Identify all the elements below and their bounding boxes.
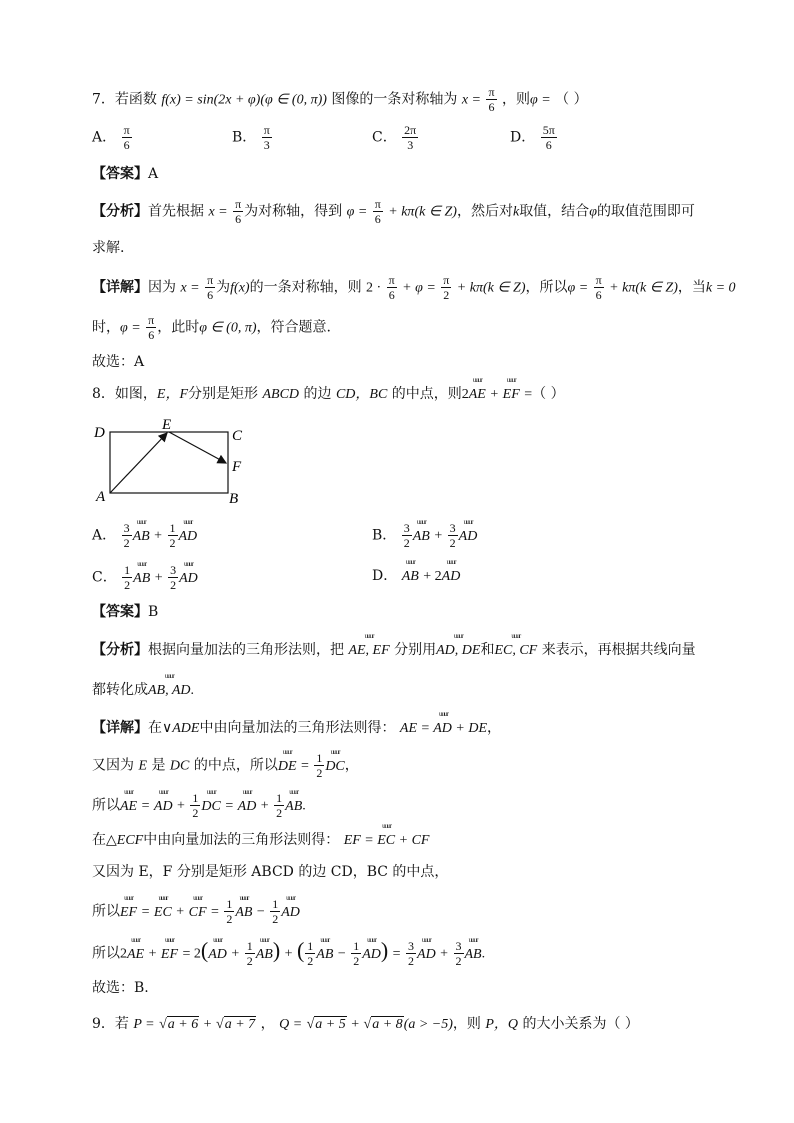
label-b: B bbox=[229, 491, 239, 507]
q7-analysis-line2: 求解. bbox=[92, 240, 125, 256]
q8-detail-line2: 又因为 E 是 DC 的中点，所以uuur DE = $\frac{1}{2}$ uuur DC， bbox=[92, 752, 359, 779]
q7-answer: 【答案】A bbox=[92, 166, 159, 182]
q8-stem: 8．如图，E，F分别是矩形 ABCD 的边 CD，BC 的中点，则2uuur AE + uuur EF =（ ） bbox=[92, 384, 565, 405]
vector-ae-arrow bbox=[110, 433, 167, 493]
q8-answer: 【答案】B bbox=[92, 604, 159, 620]
label-e: E bbox=[162, 417, 172, 433]
q7-analysis-line1: 【分析】首先根据 x = $\frac{\pi}{6}$ 为对称轴，得到 φ = $\frac{\pi}{6}$ + kπ(k ∈ Z)，然后对k取值，结合φ的取值范围即可 bbox=[92, 197, 695, 226]
q8-detail-line4: 在△ECF中由向量加法的三角形法则得： uuur EF = EC + CF bbox=[92, 830, 429, 851]
q8-option-b[interactable]: B． $\frac{3}{2}$ uuur AB + $\frac{3}{2}$ uuur AD bbox=[372, 522, 477, 549]
q7-option-d[interactable]: D． $\frac{5\pi}{6}$ bbox=[510, 123, 555, 152]
rectangle-figure bbox=[88, 414, 258, 512]
q7-detail-line1: 【详解】因为 x = $\frac{\pi}{6}$ 为f(x)的一条对称轴，则 2 · $\frac{\pi}{6}$ + φ = $\frac{\pi}{2}$ + kπ(k ∈ Z)，所以φ = $\frac{\pi}{6}$ + kπ(k ∈ Z)，当k = 0 bbox=[92, 273, 736, 302]
q8-option-d[interactable]: D． uuur AB + 2uuur AD bbox=[372, 566, 460, 587]
q7-option-b[interactable]: B． $\frac{\pi}{3}$ bbox=[232, 123, 270, 152]
q8-option-a[interactable]: A． $\frac{3}{2}$ uuur AB + $\frac{1}{2}$ uuur AD bbox=[92, 522, 197, 549]
label-c: C bbox=[232, 428, 243, 444]
q8-detail-line6: 所以uuur EF = uuur EC + uuur CF = $\frac{1}{2}$ uuur AB − $\frac{1}{2}$ uuur AD bbox=[92, 898, 300, 925]
vector-ef-arrow bbox=[169, 432, 226, 463]
q7-option-a[interactable]: A． $\frac{\pi}{6}$ bbox=[92, 123, 130, 152]
label-a: A bbox=[96, 489, 106, 505]
q8-detail-line5: 又因为 E，F 分别是矩形 ABCD 的边 CD，BC 的中点， bbox=[92, 864, 449, 880]
rectangle-abcd bbox=[110, 432, 228, 493]
q8-select: 故选：B. bbox=[92, 980, 149, 996]
q8-detail-line1: 【详解】在∨ADE中由向量加法的三角形法则得： uuur AE = AD + DE， bbox=[92, 718, 501, 739]
q7-option-c[interactable]: C． $\frac{2\pi}{3}$ bbox=[372, 123, 417, 152]
label-f: F bbox=[232, 459, 242, 475]
q8-analysis-line2: 都转化成uuur AB, AD. bbox=[92, 680, 194, 701]
q9-stem: 9．若 P = √a + 6 + √a + 7 ， Q = √a + 5 + √a + 8(a > −5)，则 P，Q 的大小关系为（ ） bbox=[92, 1016, 639, 1032]
q8-analysis-line1: 【分析】根据向量加法的三角形法则，把 uuur AE, EF 分别用uuur AD, DE和uuur EC, CF 来表示，再根据共线向量 bbox=[92, 640, 696, 661]
q7-stem: 7．若函数 f(x) = sin(2x + φ)(φ ∈ (0, π)) 图像的一条对称轴为 x = $\frac{\pi}{6}$ ，则φ = （ ） bbox=[92, 85, 588, 114]
q8-option-c[interactable]: C． $\frac{1}{2}$ uuur AB + $\frac{3}{2}$ uuur AD bbox=[92, 564, 198, 591]
q8-detail-line7: 所以2uuur AE + uuur EF = 2(uuur AD + $\frac{1}{2}$ uuur AB) + ( $\frac{1}{2}$ uuur AB − $\frac{1}{2}$ uuur AD) = $\frac{3}{2}$ uuur AD + $\frac{3}{2}$ uuur AB. bbox=[92, 940, 485, 967]
q8-detail-line3: 所以uuur AE = uuur AD + $\frac{1}{2}$ uuur DC = uuur AD + $\frac{1}{2}$ uuur AB. bbox=[92, 792, 306, 819]
label-d: D bbox=[94, 425, 105, 441]
q7-select: 故选：A bbox=[92, 354, 145, 370]
q7-detail-line2: 时，φ = $\frac{\pi}{6}$ ，此时φ ∈ (0, π)，符合题意. bbox=[92, 313, 331, 342]
